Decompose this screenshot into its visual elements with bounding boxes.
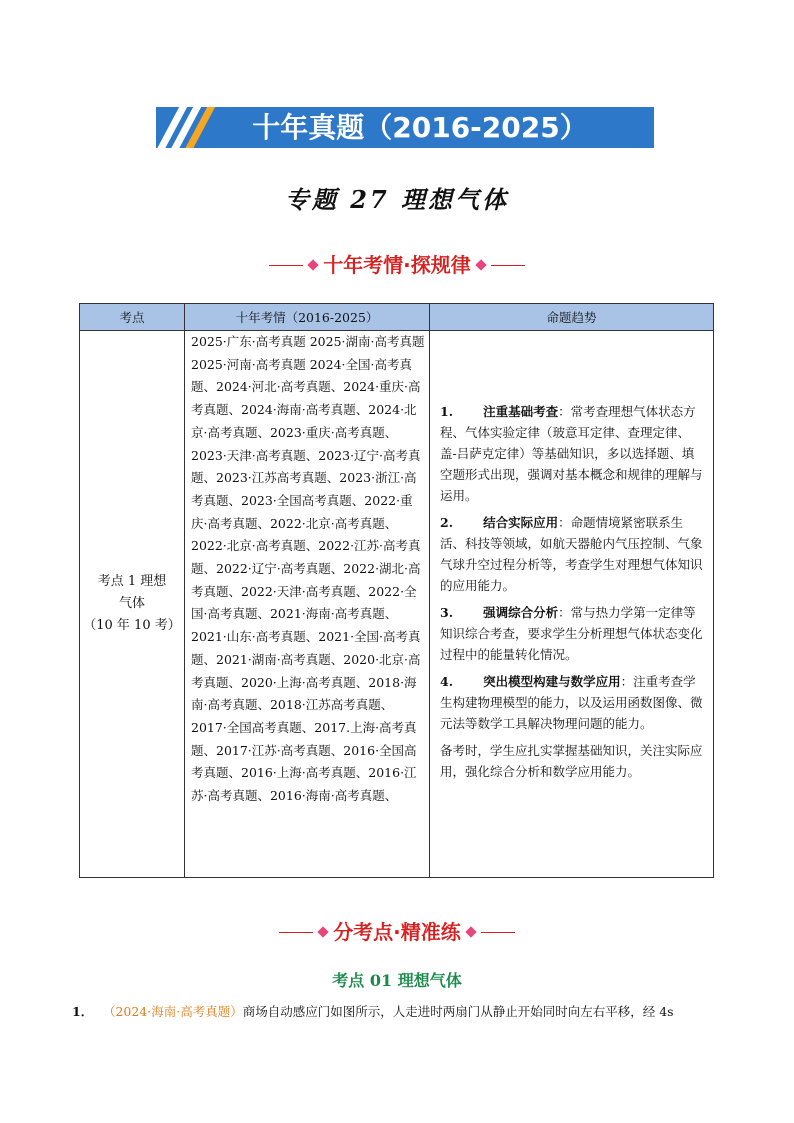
- kaodian-cell: [80, 331, 185, 878]
- trend-item: 3. 强调综合分析：常与热力学第一定律等知识综合考查，要求学生分析理想气体状态变化过程中的能量转化情况。: [440, 605, 703, 662]
- question-1: [72, 1002, 732, 1022]
- heading-line: [279, 932, 313, 933]
- section-heading-practice: [0, 917, 794, 947]
- topic-title: 专题 27 理想气体: [284, 185, 510, 214]
- section-heading-label: 分考点·精准练: [333, 920, 461, 944]
- heading-line: [491, 265, 525, 266]
- section-heading-review: [0, 250, 794, 280]
- trend-summary: 备考时，学生应扎实掌握基础知识，关注实际应用，强化综合分析和数学应用能力。: [440, 743, 703, 779]
- section-heading-label: 十年考情·探规律: [323, 253, 471, 277]
- kaodian-count: （10 年 10 考）: [83, 618, 181, 633]
- exam-analysis-table: [79, 303, 714, 878]
- diamond-icon: [475, 259, 486, 270]
- heading-line: [481, 932, 515, 933]
- diamond-icon: [465, 926, 476, 937]
- title-banner: [156, 107, 654, 148]
- heading-line: [269, 265, 303, 266]
- question-text: 商场自动感应门如图所示，人走进时两扇门从静止开始同时向左右平移，经 4s: [242, 1004, 674, 1019]
- diamond-icon: [308, 259, 319, 270]
- question-source: （2024·海南·高考真题）: [109, 1004, 243, 1019]
- kaodian-title: 考点 01 理想气体: [332, 971, 462, 990]
- trend-cell: [430, 331, 714, 878]
- trend-item: 4. 突出模型构建与数学应用：注重考查学生构建物理模型的能力，以及运用函数图像、微元法等数学工具解决物理问题的能力。: [440, 674, 703, 731]
- table-header-row: [80, 304, 714, 331]
- trend-item: 2. 结合实际应用：命题情境紧密联系生活、科技等领域，如航天器舱内气压控制、气象气球升空过程分析等，考查学生对理想气体知识的应用能力。: [440, 515, 703, 593]
- header-trend: 命题趋势: [430, 304, 714, 331]
- diamond-icon: [318, 926, 329, 937]
- kaodian-line: 气体: [118, 596, 145, 611]
- trend-item: 1. 注重基础考查：常考查理想气体状态方程、气体实验定律（玻意耳定律、查理定律、盖-吕萨克定律）等基础知识，多以选择题、填空题形式出现，强调对基本概念和规律的理解与运用。: [440, 404, 703, 503]
- question-number: 1．: [72, 1004, 94, 1019]
- header-kaodian: 考点: [80, 304, 185, 331]
- exam-years-cell: 2025·广东·高考真题 2025·湖南·高考真题 2025·河南·高考真题 2024·全国·高考真题、2024·河北·高考真题、2024·重庆·高考真题、2024·海南·高考真题、2024·北京·高考真题、2023·重庆·高考真题、2023·天津·高考真题、2023·辽宁·高考真题、2023·江苏高考真题、2023·浙江·高考真题、2023·全国高考真题、2022·重庆·高考真题、2022·北京·高考真题、2022·北京·高考真题、2022·江苏·高考真题、2022·辽宁·高考真题、2022·湖北·高考真题、2022·天津·高考真题、2022·全国·高考真题、2021·海南·高考真题、2021·山东·高考真题、2021·全国·高考真题、2021·湖南·高考真题、2020·北京·高考真题、2020·上海·高考真题、2018·海南·高考真题、2018·江苏高考真题、2017·全国高考真题、2017.上海·高考真题、2017·江苏·高考真题、2016·全国高考真题、2016·上海·高考真题、2016·江苏·高考真题、2016·海南·高考真题、: [185, 331, 430, 878]
- header-years: 十年考情（2016-2025）: [185, 304, 430, 331]
- kaodian-line: 考点 1 理想: [97, 574, 167, 589]
- table-row: [80, 331, 714, 878]
- banner-title: 十年真题（2016-2025）: [252, 111, 588, 144]
